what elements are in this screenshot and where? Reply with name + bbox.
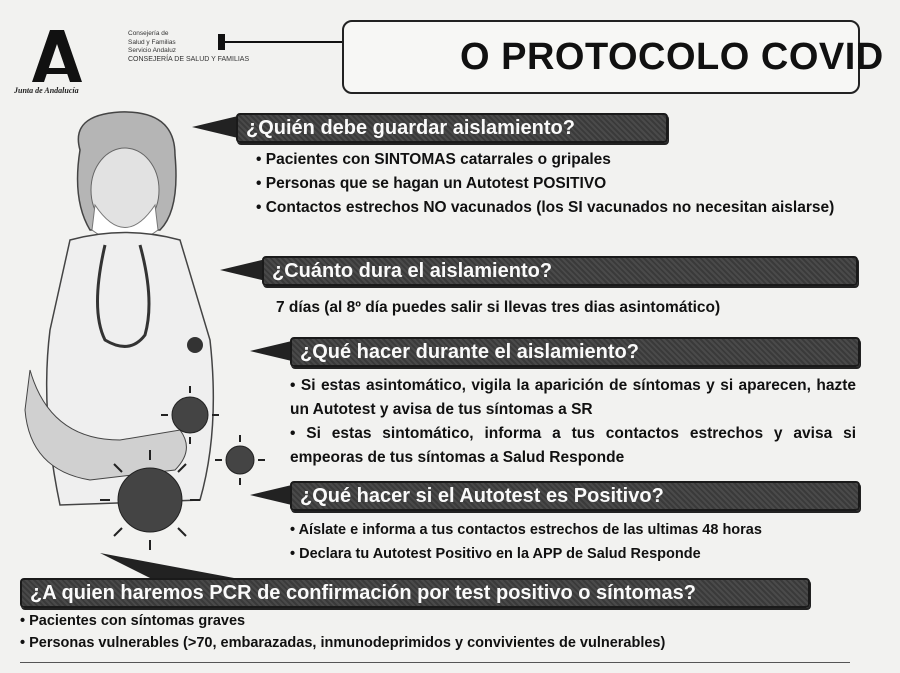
nurse-illustration [10,110,280,550]
list-item: • Aíslate e informa a tus contactos estrechos de las ultimas 48 horas [290,522,762,538]
speech-pointer-icon [192,116,238,138]
institution-line: Salud y Familias [128,38,176,46]
list-item: 7 días (al 8º día puedes salir si llevas tres dias asintomático) [276,299,721,316]
section-heading-isolation-duration: ¿Cuánto dura el aislamiento? [262,256,858,286]
list-item: • Personas vulnerables (>70, embarazadas, inmunodeprimidos y convivientes de vulnerables) [20,635,666,651]
section-list-positive-test [290,518,856,566]
list-item: • Contactos estrechos NO vacunados (los SI vacunados no necesitan aislarse) [256,199,835,216]
section-list-pcr [20,610,860,654]
logo-caption: Junta de Andalucía [14,86,79,95]
section-heading-pcr: ¿A quien haremos PCR de confirmación por test positivo o síntomas? [20,578,810,608]
list-item: • Pacientes con síntomas graves [20,613,246,629]
speech-pointer-icon [220,259,266,281]
list-item: • Declara tu Autotest Positivo en la APP de Salud Responde [290,546,701,562]
page-title: O PROTOCOLO COVID [460,36,884,78]
bottom-divider [20,662,850,663]
list-item: • Si estas asintomático, vigila la aparición de síntomas y si aparecen, hazte un Autotest y avisa de tus síntomas a SR [290,377,856,418]
institution-line: Consejería de [128,30,169,37]
section-list-isolation-duration [276,296,856,320]
section-heading-during-isolation: ¿Qué hacer durante el aislamiento? [290,337,860,367]
section-list-during-isolation [290,374,856,470]
section-heading-isolation-who: ¿Quién debe guardar aislamiento? [236,113,668,143]
list-item: • Pacientes con SINTOMAS catarrales o gripales [256,151,611,168]
institution-line: Servicio Andaluz [128,47,177,54]
institution-line: CONSEJERÍA DE SALUD Y FAMILIAS [128,55,250,63]
section-heading-positive-test: ¿Qué hacer si el Autotest es Positivo? [290,481,860,511]
list-item: • Si estas sintomático, informa a tus contactos estrechos y avisa si empeoras de tus síntomas a Salud Responde [290,425,856,466]
section-list-isolation-who [256,148,848,220]
list-item: • Personas que se hagan un Autotest POSITIVO [256,175,607,192]
